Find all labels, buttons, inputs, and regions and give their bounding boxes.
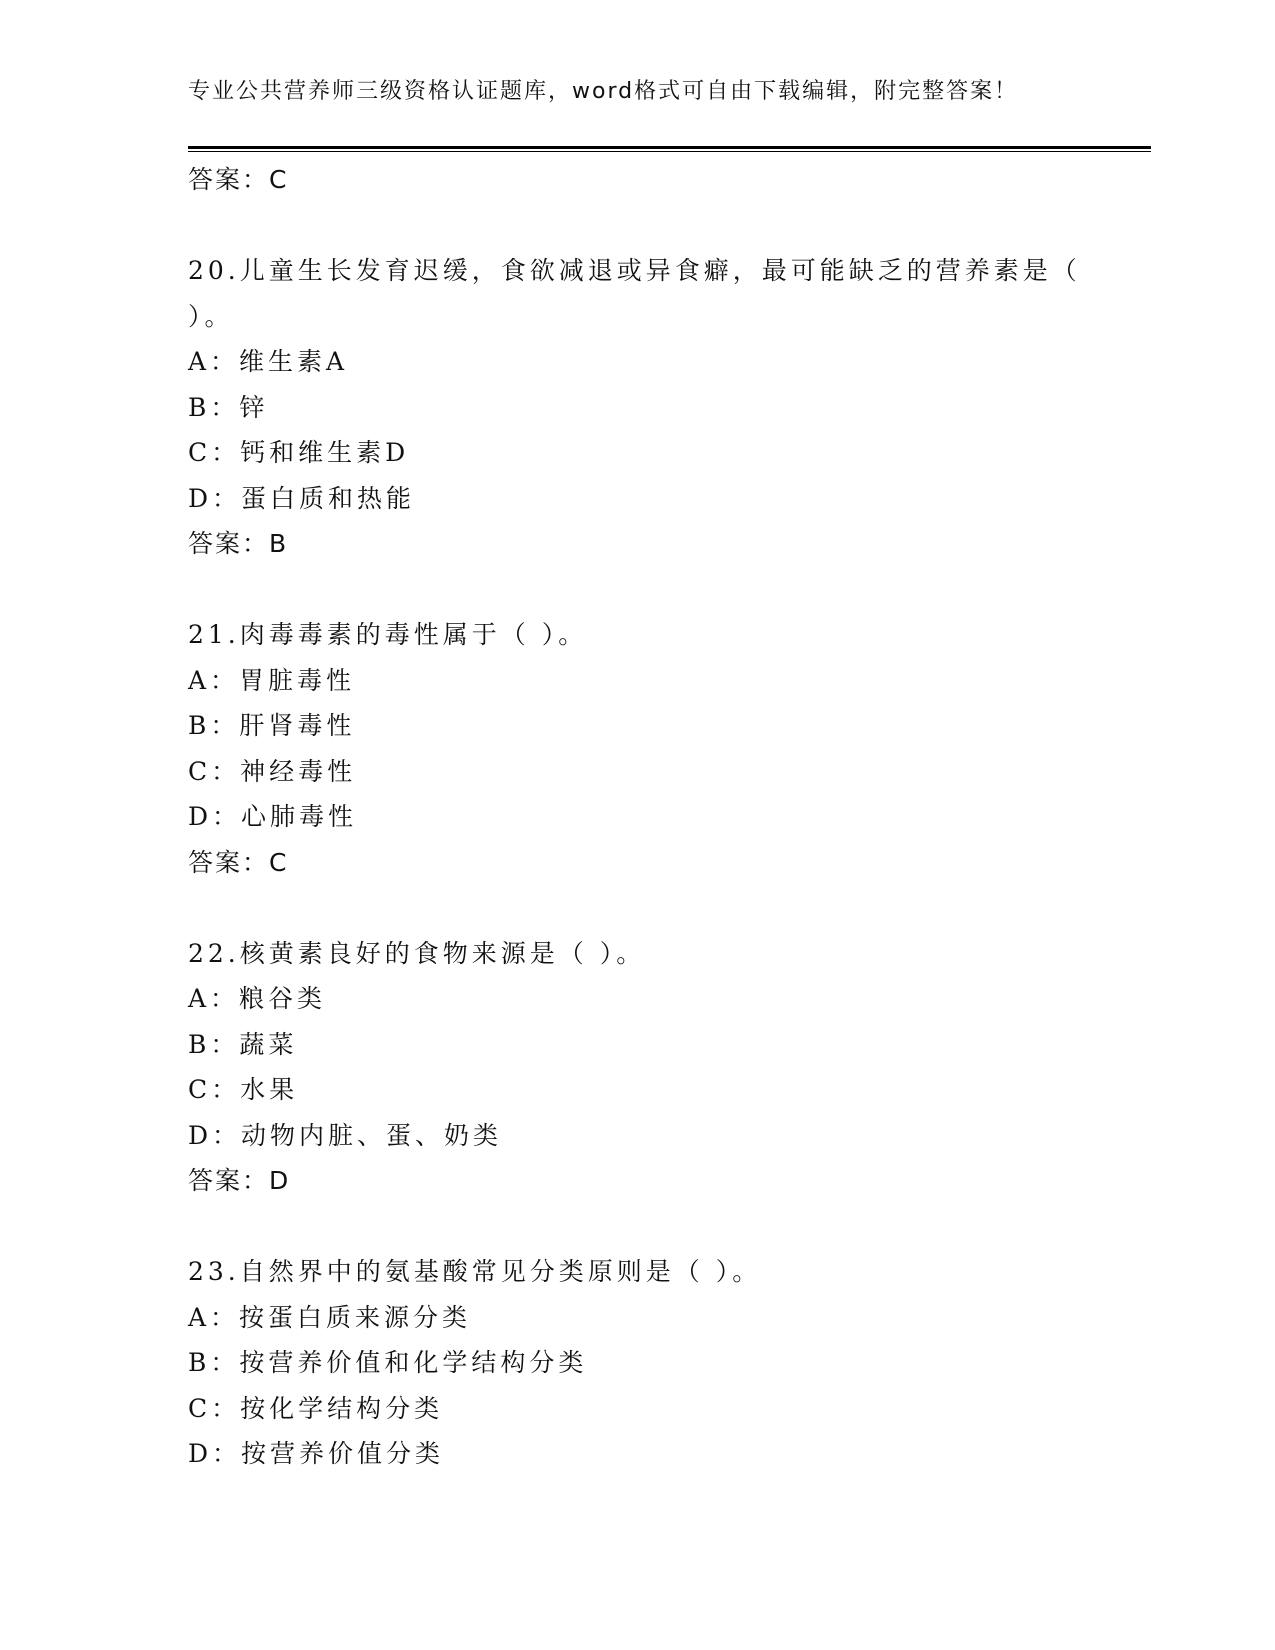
question-block [188, 931, 1088, 1204]
question-stem: 20.儿童生长发育迟缓，食欲减退或异食癖，最可能缺乏的营养素是（ [188, 256, 1081, 285]
option-d: D：动物内脏、蛋、奶类 [188, 1120, 503, 1150]
spacer [188, 203, 1088, 249]
option-b: B：按营养价值和化学结构分类 [188, 1348, 588, 1377]
option-c: C：水果 [188, 1075, 299, 1104]
question-block [188, 248, 1088, 567]
question-list [188, 157, 1088, 1477]
option-a: A：胃脏毒性 [188, 665, 356, 695]
spacer [188, 567, 1088, 613]
option-c: C：钙和维生素D [188, 438, 410, 467]
spacer [188, 1204, 1088, 1250]
answer-line: 答案：D [188, 1166, 291, 1195]
question-stem-continued: ）。 [188, 301, 234, 331]
option-c: C：按化学结构分类 [188, 1393, 444, 1423]
option-b: B：锌 [188, 392, 269, 422]
option-d: D：蛋白质和热能 [188, 483, 416, 513]
spacer [188, 885, 1088, 931]
answer-line: 答案：C [188, 847, 289, 877]
option-c: C：神经毒性 [188, 756, 357, 786]
answer-line: 答案：B [188, 529, 289, 558]
answer-line: 答案：C [188, 165, 289, 194]
header-rule-thick [188, 146, 1151, 149]
option-a: A：维生素A [188, 347, 349, 376]
page-header: 专业公共营养师三级资格认证题库，word格式可自由下载编辑，附完整答案！ [188, 79, 1019, 104]
option-d: D：心肺毒性 [188, 802, 358, 831]
header-rule-thin [188, 151, 1151, 152]
question-stem: 23.自然界中的氨基酸常见分类原则是（ ）。 [188, 1257, 762, 1286]
option-d: D：按营养价值分类 [188, 1439, 445, 1468]
option-b: B：肝肾毒性 [188, 711, 356, 740]
question-stem: 21.肉毒毒素的毒性属于（ ）。 [188, 620, 588, 649]
question-stem: 22.核黄素良好的食物来源是（ ）。 [188, 938, 646, 968]
option-b: B：蔬菜 [188, 1029, 298, 1059]
question-block [188, 612, 1088, 885]
option-a: A：粮谷类 [188, 984, 327, 1013]
option-a: A：按蛋白质来源分类 [188, 1302, 472, 1332]
question-block [188, 1249, 1088, 1477]
